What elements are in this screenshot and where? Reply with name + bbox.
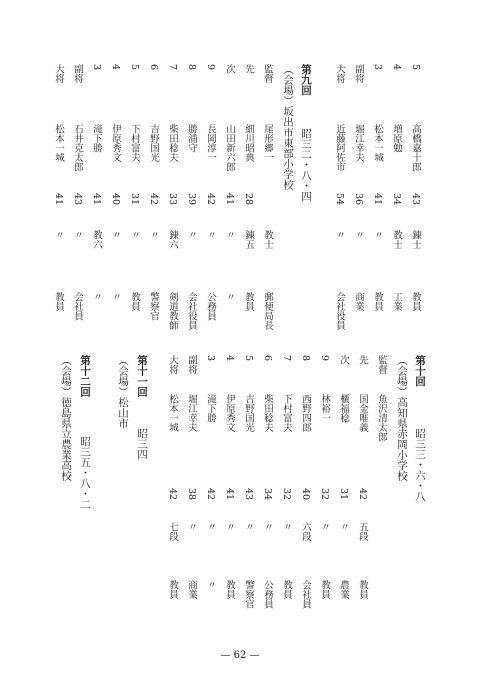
member-name: 吉野国光: [243, 394, 254, 432]
member-name: 細川昭典: [243, 124, 254, 162]
age: 41: [224, 488, 235, 501]
member-name: 近藤阿佐市: [334, 124, 345, 172]
position: 3: [372, 64, 383, 71]
occupation: 教員: [319, 580, 330, 599]
rank: 教六: [91, 230, 102, 249]
member-name: 林裕一: [319, 394, 330, 423]
age: 41: [224, 193, 235, 206]
position: 副将: [72, 64, 83, 83]
member-name: 柴田稔夫: [167, 124, 178, 162]
tournament-title: 第十二回: [79, 355, 91, 397]
position: 5: [243, 355, 254, 362]
tournament-title: 第九回: [300, 64, 312, 96]
member-name: 柴田稔夫: [262, 394, 273, 432]
age: 43: [72, 193, 83, 206]
age: 42: [357, 488, 368, 501]
member-name: 伊原秀文: [224, 394, 235, 432]
age: 42: [205, 488, 216, 501]
tournament-date: 昭三五・八・二: [79, 436, 91, 510]
rank: 六段: [300, 522, 311, 541]
age: 54: [334, 193, 345, 206]
occupation: 会社員: [300, 580, 311, 609]
age: 42: [148, 193, 159, 206]
age: 36: [353, 193, 364, 206]
age: 28: [243, 193, 254, 206]
tournament-venue: （会場）松山市: [117, 355, 129, 429]
rank: 教士: [391, 230, 402, 249]
tournament-date: 昭三二・八・四: [300, 128, 312, 202]
occupation: 教員: [53, 292, 64, 311]
rank: 七段: [167, 522, 178, 541]
age: 34: [391, 193, 402, 206]
member-name: 高橋嘉十郎: [410, 124, 421, 172]
member-name: 堀江幸夫: [353, 124, 364, 162]
rank: 錬五: [243, 230, 254, 249]
age: 38: [186, 488, 197, 501]
position: 監督: [376, 355, 387, 374]
tournament-title: 第十一回: [136, 355, 148, 397]
member-name: 石井克太郎: [72, 124, 83, 172]
position: 8: [300, 355, 311, 362]
position: 9: [319, 355, 330, 362]
member-name: 伊原秀文: [110, 124, 121, 162]
occupation: 会社員: [72, 292, 83, 321]
position: 7: [281, 355, 292, 362]
rank: 〃: [262, 522, 273, 532]
occupation: 公務員: [205, 292, 216, 321]
rank: 〃: [110, 230, 121, 240]
rank: 〃: [372, 230, 383, 240]
age: 31: [129, 193, 140, 206]
occupation: 農業: [338, 580, 349, 599]
position: 副将: [186, 355, 197, 374]
occupation: 〃: [224, 292, 235, 302]
member-name: 滝下勝: [205, 394, 216, 423]
position: 次: [224, 64, 235, 74]
rank: 〃: [186, 230, 197, 240]
age: 32: [319, 488, 330, 501]
position: 9: [205, 64, 216, 71]
age: 41: [53, 193, 64, 206]
occupation: 教員: [243, 292, 254, 311]
age: 31: [338, 488, 349, 501]
rank: 〃: [224, 522, 235, 532]
occupation: 教員: [357, 580, 368, 599]
rank: 〃: [186, 522, 197, 532]
rank: 〃: [205, 230, 216, 240]
member-name: 山田新六郎: [224, 124, 235, 172]
tournament-venue: （会場）高知県赤岡小学校: [396, 355, 408, 481]
member-name: 櫃福稔: [338, 394, 349, 423]
age: 39: [186, 193, 197, 206]
tournament-date: 昭三四: [136, 428, 148, 460]
position: 5: [410, 64, 421, 71]
tournament-title: 第十回: [414, 355, 426, 387]
position: 3: [91, 64, 102, 71]
age: 42: [205, 193, 216, 206]
position: 次: [338, 355, 349, 365]
position: 4: [224, 355, 235, 362]
rank: 〃: [353, 230, 364, 240]
rank: 〃: [72, 230, 83, 240]
position: 8: [186, 64, 197, 71]
position: 先: [243, 64, 254, 74]
occupation: 教員: [281, 580, 292, 599]
member-name: 西野四郎: [300, 394, 311, 432]
position: 監督: [262, 64, 273, 83]
rank: 〃: [148, 230, 159, 240]
occupation: 会社役員: [334, 292, 345, 330]
member-name: 国金唯義: [357, 394, 368, 432]
age: 40: [300, 488, 311, 501]
occupation: 教員: [372, 292, 383, 311]
occupation: 教員: [167, 580, 178, 599]
tournament-date: 昭三三・六・八: [414, 428, 426, 502]
occupation: 教員: [129, 292, 140, 311]
position: 副将: [353, 64, 364, 83]
age: 34: [262, 488, 273, 501]
member-name: 長岡淳一: [205, 124, 216, 162]
age: 43: [410, 193, 421, 206]
age: 43: [243, 488, 254, 501]
member-name: 勝浦守: [186, 124, 197, 153]
occupation: 〃: [205, 580, 216, 590]
rank: 〃: [319, 522, 330, 532]
member-name: 増原勉: [391, 124, 402, 153]
rank: 錬六: [167, 230, 178, 249]
rank: 〃: [281, 522, 292, 532]
occupation: 工業: [391, 292, 402, 311]
position: 大将: [167, 355, 178, 374]
position: 5: [129, 64, 140, 71]
occupation: 警察官: [148, 292, 159, 321]
rank: 〃: [205, 522, 216, 532]
occupation: 警察官: [243, 580, 254, 609]
age: 33: [167, 193, 178, 206]
member-name: 松本一城: [372, 124, 383, 162]
occupation: 公務員: [262, 580, 273, 609]
occupation: 〃: [110, 292, 121, 302]
age: 32: [281, 488, 292, 501]
member-name: 松本一城: [53, 124, 64, 162]
position: 先: [357, 355, 368, 365]
occupation: 教員: [224, 580, 235, 599]
age: 41: [91, 193, 102, 206]
occupation: 郵便局長: [262, 292, 273, 330]
member-name: 吉野国光: [148, 124, 159, 162]
position: 7: [167, 64, 178, 71]
rank: 〃: [243, 522, 254, 532]
member-name: 松本一城: [167, 394, 178, 432]
position: 大将: [53, 64, 64, 83]
rank: 〃: [224, 230, 235, 240]
member-name: 魚沢清太郎: [376, 394, 387, 442]
member-name: 尾形郷一: [262, 124, 273, 162]
rank: 教士: [262, 230, 273, 249]
age: 40: [110, 193, 121, 206]
tournament-venue: （会場）坂出市東部小学校: [282, 64, 294, 190]
rank: 〃: [338, 522, 349, 532]
occupation: 商業: [186, 580, 197, 599]
position: 6: [262, 355, 273, 362]
position: 大将: [334, 64, 345, 83]
age: 42: [167, 488, 178, 501]
occupation: 〃: [91, 292, 102, 302]
rank: 〃: [334, 230, 345, 240]
tournament-venue: （会場）徳島県立農業高校: [60, 355, 72, 481]
page-number: — 62 —: [220, 650, 260, 661]
member-name: 堀江幸夫: [186, 394, 197, 432]
occupation: 教員: [410, 292, 421, 311]
position: 6: [148, 64, 159, 71]
rank: 〃: [129, 230, 140, 240]
member-name: 下村富夫: [281, 394, 292, 432]
occupation: 会社役員: [186, 292, 197, 330]
position: 3: [205, 355, 216, 362]
rank: 錬士: [410, 230, 421, 249]
member-name: 下村富夫: [129, 124, 140, 162]
position: 4: [110, 64, 121, 71]
member-name: 滝下勝: [91, 124, 102, 153]
position: 4: [391, 64, 402, 71]
occupation: 剣道教師: [167, 292, 178, 330]
rank: 五段: [357, 522, 368, 541]
age: 41: [372, 193, 383, 206]
occupation: 商業: [353, 292, 364, 311]
rank: 〃: [53, 230, 64, 240]
